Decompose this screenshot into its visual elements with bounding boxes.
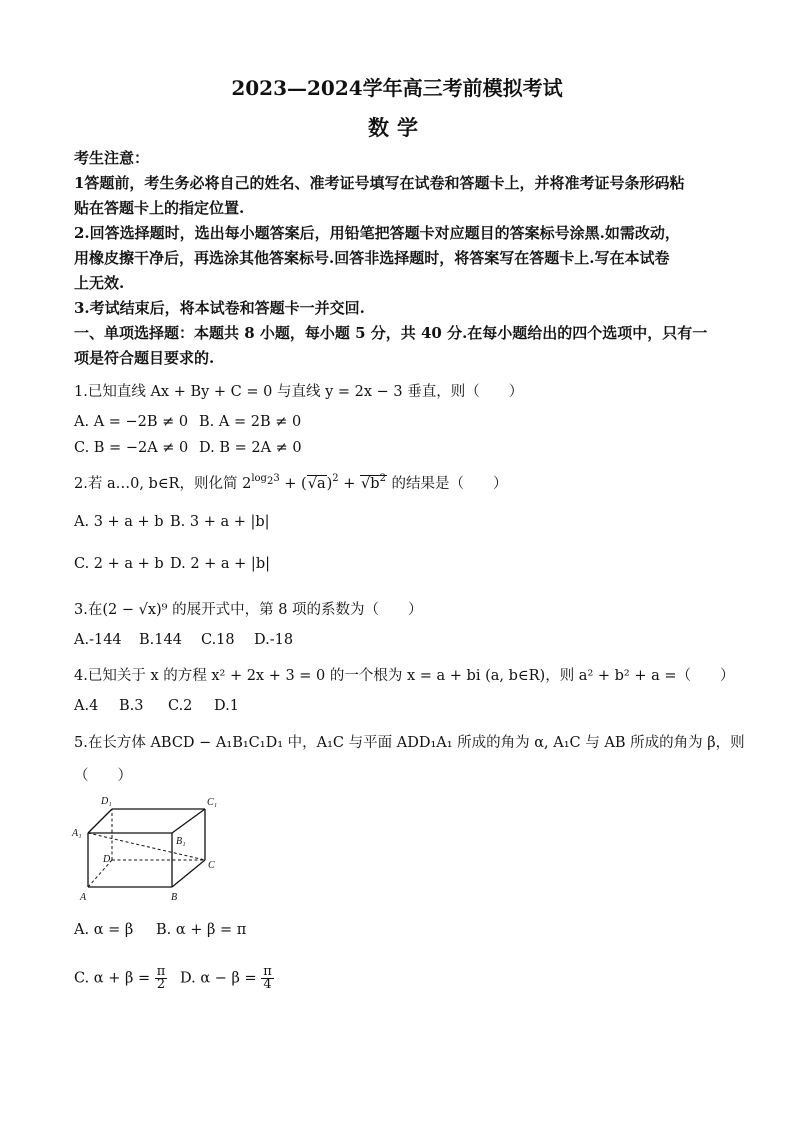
label-D1: D₁ — [101, 796, 112, 807]
notice-item1-line1: 1答题前，考生务必将自己的姓名、准考证号填写在试卷和答题卡上，并将准考证号条形码粘 — [74, 174, 685, 192]
notice-item3: 3.考试结束后，将本试卷和答题卡一并交回. — [74, 299, 365, 317]
q5-option-c-num: π — [156, 964, 166, 979]
q5-option-a: A. α = β — [74, 922, 134, 938]
q2-option-c: C. 2 + a + b — [74, 556, 164, 572]
q5-option-d-den: 4 — [263, 977, 272, 992]
q4-option-d: D.1 — [214, 698, 239, 714]
q4-option-b: B.3 — [119, 698, 144, 714]
q2-option-b: B. 3 + a + |b| — [170, 514, 270, 530]
q1-option-a: A. A = −2B ≠ 0 — [74, 414, 189, 430]
q3-option-a: A.-144 — [74, 632, 122, 648]
q3-option-b: B.144 — [139, 632, 182, 648]
q2-stem-pre: 2.若 a…0, b∈R，则化简 — [74, 476, 243, 492]
exam-title: 2023—2024学年高三考前模拟考试 — [231, 76, 563, 100]
q5-option-c — [74, 966, 167, 991]
notice-item2-line1: 2.回答选择题时，选出每小题答案后，用铅笔把答题卡对应题目的答案标号涂黑.如需改动， — [74, 224, 680, 242]
q1-stem: 1.已知直线 Ax + By + C = 0 与直线 y = 2x − 3 垂直，则（ ） — [74, 384, 524, 400]
label-B1: B₁ — [176, 836, 186, 847]
label-C: C — [208, 860, 215, 871]
q5-option-d — [180, 966, 274, 991]
section1-line2: 项是符合题目要求的. — [74, 349, 215, 367]
q5-stem: 5.在长方体 ABCD − A₁B₁C₁D₁ 中，A₁C 与平面 ADD₁A₁ 所成的角为 α, A₁C 与 AB 所成的角为 β，则 — [74, 735, 745, 751]
q5-option-d-fraction — [261, 966, 274, 991]
q4-stem: 4.已知关于 x 的方程 x² + 2x + 3 = 0 的一个根为 x = a + bi (a, b∈R)，则 a² + b² + a =（ ） — [74, 668, 735, 684]
q5-option-c-fraction — [155, 966, 168, 991]
edge-b1-c1 — [172, 809, 205, 833]
notice-heading: 考生注意： — [74, 149, 150, 167]
q5-option-c-text: C. α + β = — [74, 970, 151, 987]
section1-line1: 一、单项选择题：本题共 8 小题，每小题 5 分，共 40 分.在每小题给出的四个选项中，只有一 — [74, 324, 708, 342]
label-A1: A₁ — [72, 828, 82, 839]
q4-option-a: A.4 — [74, 698, 99, 714]
edge-a1-d1 — [88, 809, 112, 833]
q5-option-d-num: π — [263, 964, 272, 979]
notice-item2-line2: 用橡皮擦干净后，再选涂其他答案标号.回答非选择题时，将答案写在答题卡上.写在本试卷 — [74, 249, 670, 267]
q1-option-d: D. B = 2A ≠ 0 — [199, 440, 302, 456]
q3-option-d: D.-18 — [254, 632, 294, 648]
q5-option-c-den: 2 — [156, 977, 166, 992]
q2-expression: $2^{log23} + (√a)^2 + √b^2$ — [242, 473, 386, 492]
edge-b-c — [172, 860, 205, 887]
exam-subject: 数学 — [368, 115, 426, 140]
label-C1: C₁ — [207, 797, 218, 808]
q3-option-c: C.18 — [201, 632, 235, 648]
q1-option-b: B. A = 2B ≠ 0 — [199, 414, 302, 430]
label-B: B — [171, 892, 178, 903]
q5-option-b: B. α + β = π — [156, 922, 247, 938]
cuboid-figure — [68, 792, 228, 908]
q2-option-a: A. 3 + a + b — [74, 514, 164, 530]
label-A: A — [80, 892, 87, 903]
notice-item1-line2: 贴在答题卡上的指定位置. — [74, 199, 245, 217]
notice-item2-line3: 上无效. — [74, 274, 125, 292]
q2-option-d: D. 2 + a + |b| — [170, 556, 270, 572]
label-D: D — [103, 854, 111, 865]
q4-option-c: C.2 — [168, 698, 193, 714]
q2-stem-post: 的结果是（ ） — [386, 476, 508, 492]
q2-stem — [74, 472, 508, 493]
q1-option-c: C. B = −2A ≠ 0 — [74, 440, 189, 456]
q3-stem: 3.在(2 − √x)⁹ 的展开式中，第 8 项的系数为（ ） — [74, 602, 423, 618]
q5-stem-bracket: （ ） — [74, 768, 132, 784]
q5-option-d-text: D. α − β = — [180, 970, 257, 987]
